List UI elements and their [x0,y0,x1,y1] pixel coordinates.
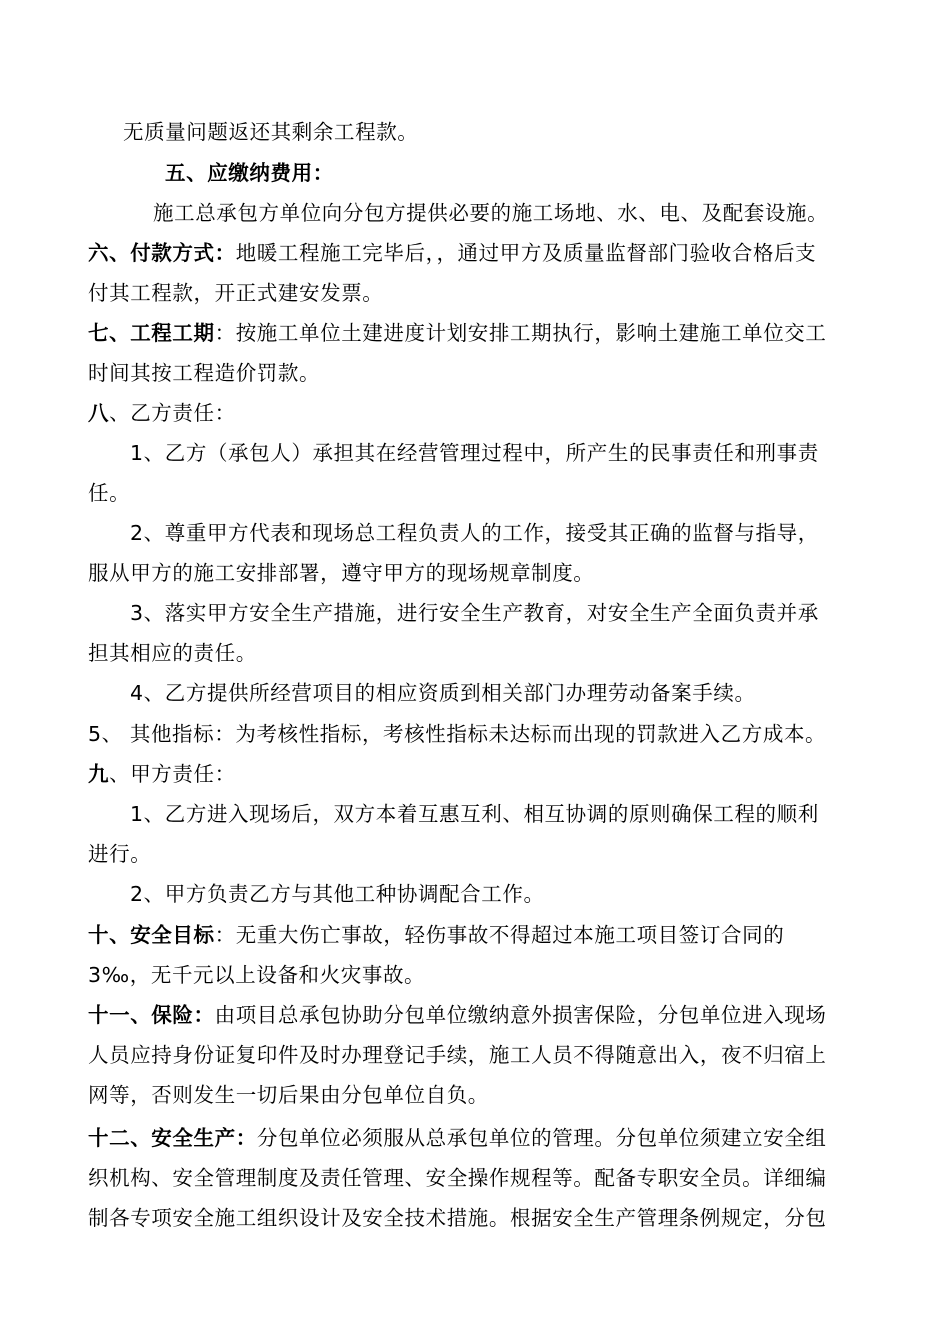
text: 人员应持身份证复印件及时办理登记手续，施工人员不得随意出入，夜不归宿上 [88,1043,827,1067]
paragraph-line [123,118,418,146]
text: 时间其按工程造价罚款。 [88,361,321,385]
text: 服从甲方的施工安排部署，遵守甲方的现场规章制度。 [88,561,595,585]
text: 2、甲方负责乙方与其他工种协调配合工作。 [130,882,545,906]
section-heading-9: 九 [88,762,110,786]
list-item [130,880,545,908]
paragraph-line [88,961,425,989]
list-item [130,800,819,828]
text: ：按施工单位土建进度计划安排工期执行，影响土建施工单位交工 [214,321,827,345]
text: 3‰，无千元以上设备和火灾事故。 [88,963,426,987]
text: ：无重大伤亡事故，轻伤事故不得超过本施工项目签订合同的 [214,923,785,947]
text: 1、乙方（承包人）承担其在经营管理过程中，所产生的民事责任和刑事责 [130,441,819,465]
paragraph-line [88,479,130,507]
text: 施工总承包方单位向分包方提供必要的施工场地、水、电、及配套设施。 [153,201,829,225]
paragraph-line [88,359,320,387]
paragraph-line [88,279,383,307]
text: 任。 [88,481,131,505]
section-heading-5 [165,159,334,187]
text: 分包单位必须服从总承包单位的管理。分包单位须建立安全组 [256,1126,827,1150]
section-heading-7: 七、工程工期 [88,321,215,345]
section-10-line [88,921,784,949]
list-item [130,599,819,627]
section-7-line [88,319,827,347]
section-heading-6: 六、付款方式： [88,241,236,265]
text: 1、乙方进入现场后，双方本着互惠互利、相互协调的原则确保工程的顺利 [130,802,819,826]
text: 由项目总承包协助分包单位缴纳意外损害保险，分包单位进入现场 [214,1003,827,1027]
text: 、乙方责任： [109,401,236,425]
text: 4、乙方提供所经营项目的相应资质到相关部门办理劳动备案手续。 [130,681,756,705]
section-heading-12: 十二、安全生产： [88,1126,257,1150]
text: 担其相应的责任。 [88,641,257,665]
paragraph-line [88,1164,827,1192]
heading-text: 五、应缴纳费用： [165,161,334,185]
paragraph-line [88,1204,827,1232]
section-heading-8: 八 [88,401,110,425]
section-6-line [88,239,816,267]
section-11-line [88,1001,827,1029]
text: 网等，否则发生一切后果由分包单位自负。 [88,1083,489,1107]
text: 5、 其他指标：为考核性指标，考核性指标未达标而出现的罚款进入乙方成本。 [88,722,827,746]
list-item [130,679,756,707]
text: 进行。 [88,842,152,866]
paragraph-line [88,840,151,868]
paragraph-line [88,1081,489,1109]
section-12-line [88,1124,827,1152]
paragraph-line [153,199,828,227]
text: 地暖工程施工完毕后，，通过甲方及质量监督部门验收合格后支 [235,241,817,265]
list-item [88,720,826,748]
list-item [130,519,819,547]
text: 2、尊重甲方代表和现场总工程负责人的工作，接受其正确的监督与指导， [130,521,819,545]
text: 制各专项安全施工组织设计及安全技术措施。根据安全生产管理条例规定，分包 [88,1206,827,1230]
section-heading-10: 十、安全目标 [88,923,215,947]
text: 织机构、安全管理制度及责任管理、安全操作规程等。配备专职安全员。详细编 [88,1166,827,1190]
section-heading-11: 十一、保险： [88,1003,215,1027]
text: 付其工程款，开正式建安发票。 [88,281,384,305]
text: 无质量问题返还其剩余工程款。 [123,120,419,144]
text: 3、落实甲方安全生产措施，进行安全生产教育，对安全生产全面负责并承 [130,601,819,625]
list-item [130,439,819,467]
paragraph-line [88,559,594,587]
section-9-line [88,760,236,788]
section-8-line [88,399,236,427]
text: 、甲方责任： [109,762,236,786]
paragraph-line [88,1041,827,1069]
paragraph-line [88,639,257,667]
